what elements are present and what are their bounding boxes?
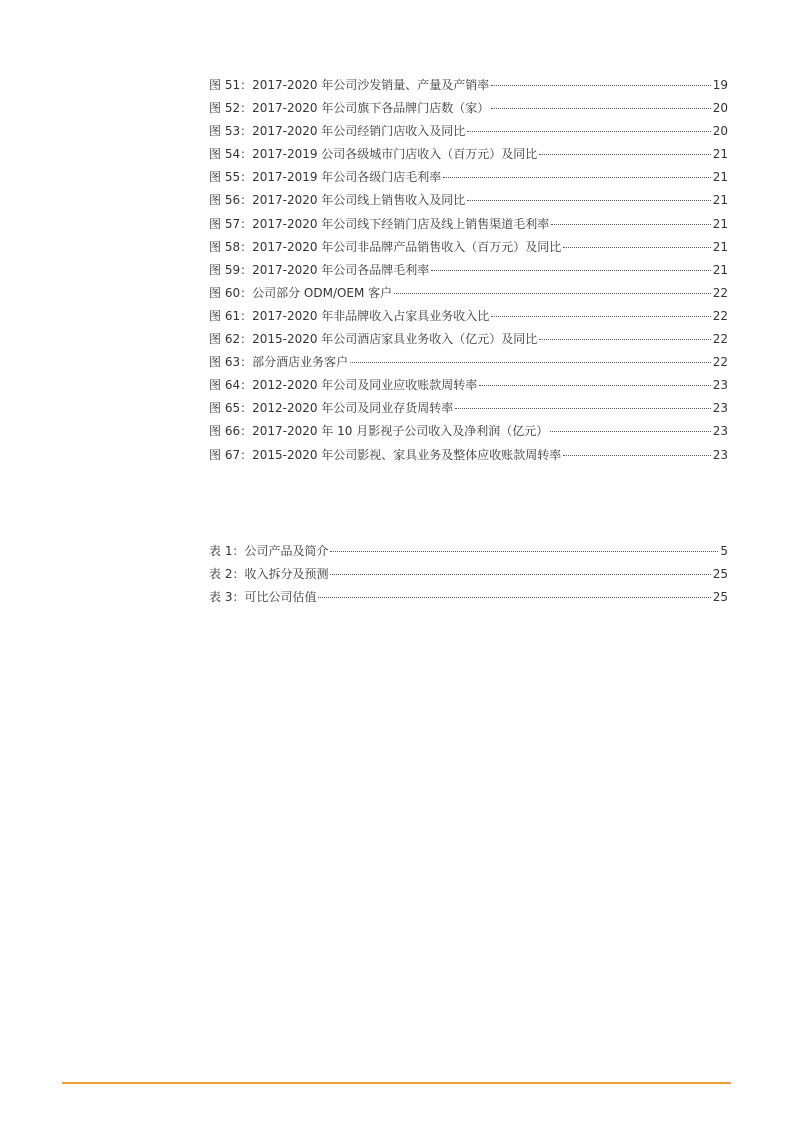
- figure-entry-label: 图 53：2017-2020 年公司经销门店收入及同比: [209, 124, 466, 139]
- figure-entry-page-number: 21: [712, 262, 728, 277]
- figure-entry-label: 图 56：2017-2020 年公司线上销售收入及同比: [209, 193, 466, 208]
- table-entry-label: 表 3：可比公司估值: [209, 590, 317, 605]
- dot-leader: [550, 431, 711, 432]
- figure-entry-label: 图 60：公司部分 ODM/OEM 客户: [209, 285, 393, 300]
- figure-entry[interactable]: [209, 351, 728, 374]
- dot-leader: [467, 131, 710, 132]
- table-entry[interactable]: [209, 586, 728, 609]
- figure-entry-label: 图 65：2012-2020 年公司及同业存货周转率: [209, 401, 454, 416]
- figure-entry[interactable]: [209, 420, 728, 443]
- dot-leader: [563, 247, 710, 248]
- dot-leader: [330, 551, 718, 552]
- figure-list: [209, 74, 728, 467]
- figure-entry-label: 图 59：2017-2020 年公司各品牌毛利率: [209, 262, 430, 277]
- figure-entry-label: 图 57：2017-2020 年公司线下经销门店及线上销售渠道毛利率: [209, 216, 550, 231]
- dot-leader: [479, 385, 710, 386]
- dot-leader: [330, 574, 710, 575]
- table-entry-page-number: 25: [712, 590, 728, 605]
- figure-entry[interactable]: [209, 259, 728, 282]
- table-list: [209, 540, 728, 609]
- dot-leader: [455, 408, 710, 409]
- figure-entry-label: 图 54：2017-2019 公司各级城市门店收入（百万元）及同比: [209, 147, 538, 162]
- table-entry[interactable]: [209, 540, 728, 563]
- figure-entry-page-number: 22: [712, 285, 728, 300]
- figure-entry-page-number: 23: [712, 424, 728, 439]
- figure-entry-page-number: 22: [712, 355, 728, 370]
- figure-entry-label: 图 55：2017-2019 年公司各级门店毛利率: [209, 170, 442, 185]
- table-entry-label: 表 1：公司产品及简介: [209, 544, 329, 558]
- figure-entry[interactable]: [209, 143, 728, 166]
- figure-entry[interactable]: [209, 328, 728, 351]
- figure-entry[interactable]: [209, 166, 728, 189]
- dot-leader: [491, 316, 710, 317]
- figure-entry-page-number: 23: [712, 447, 728, 462]
- table-entry-page-number: 5: [720, 544, 728, 558]
- figure-entry[interactable]: [209, 189, 728, 212]
- figure-entry-page-number: 22: [712, 308, 728, 323]
- figure-entry-label: 图 58：2017-2020 年公司非品牌产品销售收入（百万元）及同比: [209, 239, 562, 254]
- table-entry-label: 表 2：收入拆分及预测: [209, 567, 329, 582]
- figure-entry-page-number: 20: [712, 124, 728, 139]
- figure-entry-page-number: 21: [712, 147, 728, 162]
- figure-entry-label: 图 66：2017-2020 年 10 月影视子公司收入及净利润（亿元）: [209, 424, 549, 439]
- table-entry-page-number: 25: [712, 567, 728, 582]
- figure-entry-label: 图 64：2012-2020 年公司及同业应收账款周转率: [209, 378, 478, 393]
- dot-leader: [539, 154, 710, 155]
- dot-leader: [467, 200, 710, 201]
- figure-entry-page-number: 21: [712, 216, 728, 231]
- dot-leader: [431, 270, 710, 271]
- figure-entry-label: 图 63：部分酒店业务客户: [209, 355, 349, 370]
- figure-entry-label: 图 67：2015-2020 年公司影视、家具业务及整体应收账款周转率: [209, 447, 562, 462]
- figure-entry-page-number: 21: [712, 239, 728, 254]
- figure-entry[interactable]: [209, 120, 728, 143]
- footer-rule: [62, 1082, 731, 1084]
- dot-leader: [551, 224, 710, 225]
- figure-entry-page-number: 19: [712, 78, 728, 92]
- figure-entry-page-number: 21: [712, 193, 728, 208]
- figure-entry[interactable]: [209, 374, 728, 397]
- figure-entry-label: 图 51：2017-2020 年公司沙发销量、产量及产销率: [209, 78, 490, 92]
- dot-leader: [539, 339, 710, 340]
- figure-entry-page-number: 23: [712, 401, 728, 416]
- dot-leader: [318, 597, 710, 598]
- table-entry[interactable]: [209, 563, 728, 586]
- figure-entry[interactable]: [209, 74, 728, 97]
- dot-leader: [491, 85, 710, 86]
- figure-entry-page-number: 21: [712, 170, 728, 185]
- dot-leader: [350, 362, 711, 363]
- figure-entry-page-number: 20: [712, 101, 728, 116]
- figure-entry[interactable]: [209, 305, 728, 328]
- dot-leader: [563, 455, 710, 456]
- figure-entry-label: 图 61：2017-2020 年非品牌收入占家具业务收入比: [209, 308, 490, 323]
- dot-leader: [443, 177, 710, 178]
- figure-entry[interactable]: [209, 444, 728, 467]
- dot-leader: [491, 108, 710, 109]
- figure-entry-page-number: 22: [712, 332, 728, 347]
- figure-entry[interactable]: [209, 397, 728, 420]
- figure-entry[interactable]: [209, 213, 728, 236]
- figure-entry[interactable]: [209, 97, 728, 120]
- figure-entry-page-number: 23: [712, 378, 728, 393]
- figure-entry[interactable]: [209, 236, 728, 259]
- figure-entry-label: 图 62：2015-2020 年公司酒店家具业务收入（亿元）及同比: [209, 332, 538, 347]
- figure-entry-label: 图 52：2017-2020 年公司旗下各品牌门店数（家）: [209, 101, 490, 116]
- figure-entry[interactable]: [209, 282, 728, 305]
- dot-leader: [394, 293, 711, 294]
